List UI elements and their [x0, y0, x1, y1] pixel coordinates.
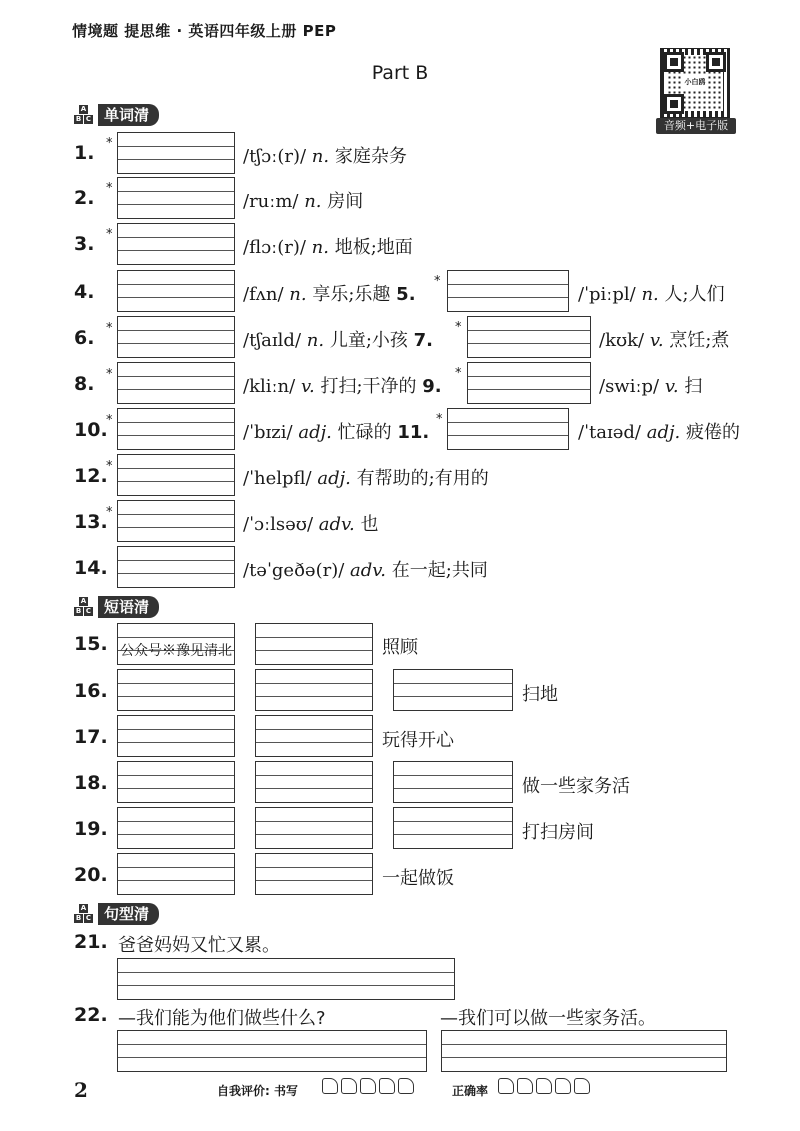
word-entry: /tʃɔː(r)/ n. 家庭杂务: [243, 146, 407, 167]
word-entry: /ruːm/ n. 房间: [243, 191, 364, 212]
section-sentences-heading: [74, 903, 159, 925]
word-entry: /flɔː(r)/ n. 地板;地面: [243, 237, 413, 258]
section-words-title: 单词清: [98, 104, 159, 126]
answer-box[interactable]: [467, 316, 591, 358]
answer-box[interactable]: [117, 132, 235, 174]
book-series-header: 情境题 提思维 · 英语四年级上册 PEP: [72, 22, 337, 40]
accuracy-label: 正确率: [452, 1084, 489, 1098]
qr-logo: 小白鸥: [683, 74, 707, 90]
answer-box[interactable]: [255, 715, 373, 757]
answer-box[interactable]: [117, 362, 235, 404]
qr-label: 音频+电子版: [656, 118, 736, 134]
phrase-meaning: 照顾: [382, 637, 418, 658]
word-entry: /kliːn/ v. 打扫;干净的 9.: [243, 376, 442, 397]
word-entry: /ˈhelpfl/ adj. 有帮助的;有用的: [243, 468, 489, 489]
item-number: 21.: [74, 931, 108, 953]
star-mark: *: [106, 459, 113, 474]
star-mark: *: [106, 413, 113, 428]
writing-rating[interactable]: [322, 1078, 414, 1094]
star-mark: *: [106, 367, 113, 382]
star-mark: *: [106, 321, 113, 336]
answer-box[interactable]: [255, 623, 373, 665]
answer-box[interactable]: [117, 408, 235, 450]
item-number: 8.: [74, 373, 95, 395]
accuracy-rating[interactable]: [498, 1078, 590, 1094]
item-number: 20.: [74, 864, 108, 886]
abc-icon: A B C: [75, 597, 92, 615]
abc-icon: A B C: [75, 904, 92, 922]
answer-box[interactable]: [117, 177, 235, 219]
answer-box[interactable]: [117, 853, 235, 895]
item-number: 15.: [74, 633, 108, 655]
item-number: 19.: [74, 818, 108, 840]
section-sentences-title: 句型清: [98, 903, 159, 925]
item-number: 22.: [74, 1004, 108, 1026]
thumb-up-icon[interactable]: [555, 1078, 571, 1094]
page-number: 2: [74, 1078, 88, 1102]
answer-box[interactable]: [393, 669, 513, 711]
abc-icon: A B C: [75, 105, 92, 123]
thumb-up-icon[interactable]: [536, 1078, 552, 1094]
thumb-up-icon[interactable]: [398, 1078, 414, 1094]
word-entry: /fʌn/ n. 享乐;乐趣 5.: [243, 284, 416, 305]
sentence-prompt: 爸爸妈妈又忙又累。: [118, 935, 280, 956]
item-number: 10.: [74, 419, 108, 441]
word-entry: /ˈbɪzi/ adj. 忙碌的 11.: [243, 422, 430, 443]
sentence-answer-box[interactable]: [117, 958, 455, 1000]
star-mark: *: [434, 274, 441, 289]
word-entry: /ˈɔːlsəʊ/ adv. 也: [243, 514, 379, 535]
word-entry: /təˈgeðə(r)/ adv. 在一起;共同: [243, 560, 488, 581]
star-mark: *: [106, 227, 113, 242]
answer-box[interactable]: [447, 408, 569, 450]
phrase-meaning: 玩得开心: [382, 730, 454, 751]
sentence-question: —我们能为他们做些什么?: [118, 1008, 326, 1029]
answer-box[interactable]: [117, 715, 235, 757]
phrase-meaning: 做一些家务活: [522, 776, 630, 797]
answer-box[interactable]: [255, 853, 373, 895]
word-entry: /ˈtaɪəd/ adj. 疲倦的: [578, 422, 741, 443]
answer-box[interactable]: [117, 270, 235, 312]
thumb-up-icon[interactable]: [360, 1078, 376, 1094]
thumb-up-icon[interactable]: [379, 1078, 395, 1094]
answer-box[interactable]: [117, 500, 235, 542]
item-number: 14.: [74, 557, 108, 579]
phrase-meaning: 一起做饭: [382, 868, 454, 889]
answer-box[interactable]: [117, 316, 235, 358]
answer-box[interactable]: [447, 270, 569, 312]
watermark-text: 公众号※豫见清北: [120, 643, 232, 659]
thumb-up-icon[interactable]: [498, 1078, 514, 1094]
section-phrases-title: 短语清: [98, 596, 159, 618]
word-entry: /ˈpiːpl/ n. 人;人们: [578, 284, 725, 305]
sentence-answer-box[interactable]: [441, 1030, 727, 1072]
answer-box[interactable]: [393, 807, 513, 849]
answer-box[interactable]: [255, 669, 373, 711]
star-mark: *: [455, 320, 462, 335]
item-number: 6.: [74, 327, 95, 349]
qr-code-icon[interactable]: [660, 48, 730, 118]
thumb-up-icon[interactable]: [341, 1078, 357, 1094]
item-number: 17.: [74, 726, 108, 748]
star-mark: *: [436, 412, 443, 427]
part-title: Part B: [371, 62, 429, 84]
answer-box[interactable]: [467, 362, 591, 404]
item-number: 13.: [74, 511, 108, 533]
answer-box[interactable]: [255, 807, 373, 849]
word-entry: /kʊk/ v. 烹饪;煮: [599, 330, 730, 351]
answer-box[interactable]: [117, 454, 235, 496]
star-mark: *: [106, 505, 113, 520]
answer-box[interactable]: [393, 761, 513, 803]
answer-box[interactable]: [117, 546, 235, 588]
thumb-up-icon[interactable]: [574, 1078, 590, 1094]
phrase-meaning: 打扫房间: [522, 822, 594, 843]
star-mark: *: [106, 181, 113, 196]
section-phrases-heading: [74, 596, 159, 618]
sentence-reply: —我们可以做一些家务活。: [440, 1008, 656, 1029]
item-number: 1.: [74, 142, 95, 164]
answer-box[interactable]: [255, 761, 373, 803]
answer-box[interactable]: [117, 761, 235, 803]
thumb-up-icon[interactable]: [322, 1078, 338, 1094]
self-eval-label: 自我评价: 书写: [217, 1084, 298, 1098]
item-number: 18.: [74, 772, 108, 794]
item-number: 2.: [74, 187, 95, 209]
answer-box[interactable]: [117, 669, 235, 711]
section-words-heading: [74, 104, 159, 126]
item-number: 12.: [74, 465, 108, 487]
star-mark: *: [455, 366, 462, 381]
sentence-answer-box[interactable]: [117, 1030, 427, 1072]
answer-box[interactable]: [117, 223, 235, 265]
word-entry: /tʃaɪld/ n. 儿童;小孩 7.: [243, 330, 434, 351]
item-number: 3.: [74, 233, 95, 255]
item-number: 4.: [74, 281, 95, 303]
phrase-meaning: 扫地: [522, 684, 558, 705]
star-mark: *: [106, 136, 113, 151]
answer-box[interactable]: [117, 807, 235, 849]
item-number: 16.: [74, 680, 108, 702]
word-entry: /swiːp/ v. 扫: [599, 376, 703, 397]
thumb-up-icon[interactable]: [517, 1078, 533, 1094]
